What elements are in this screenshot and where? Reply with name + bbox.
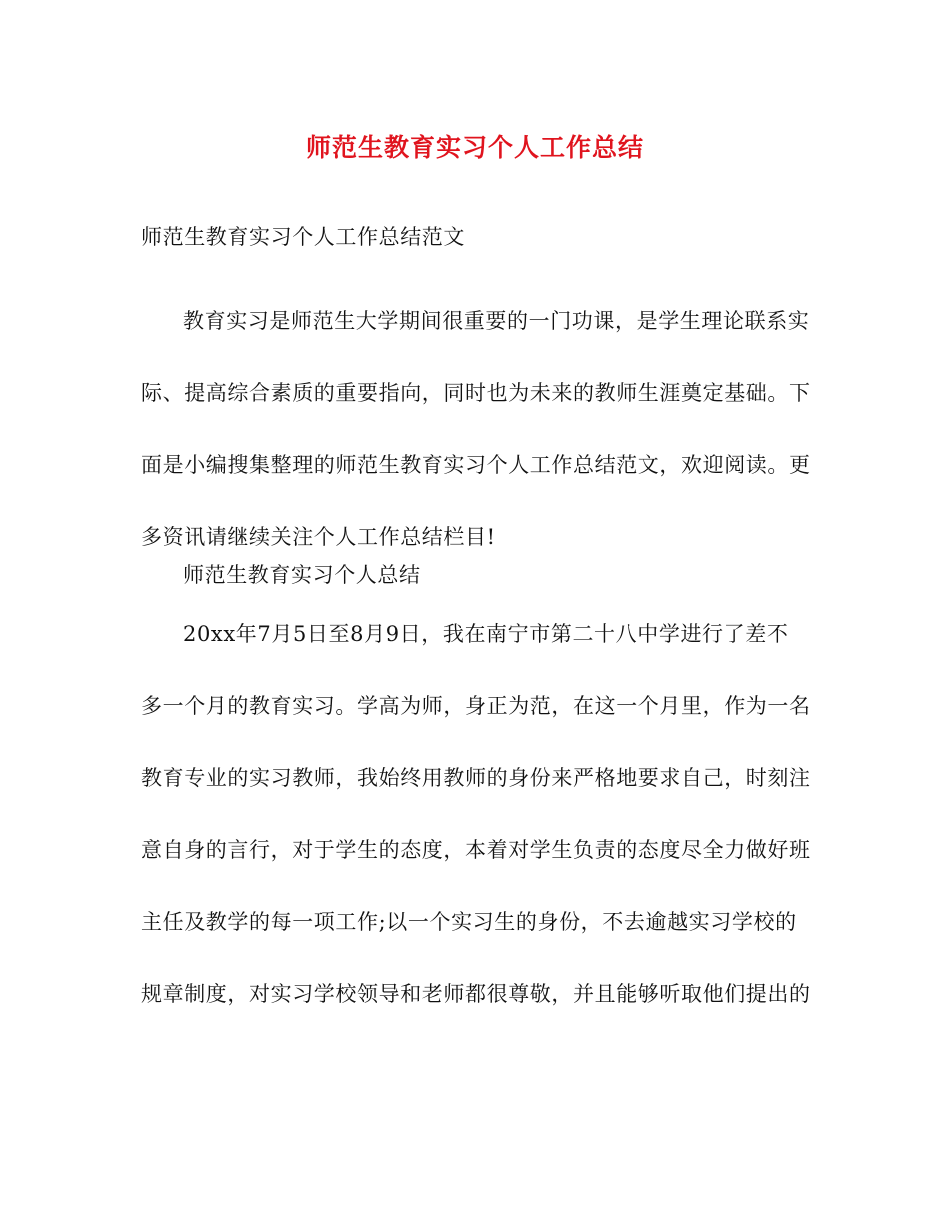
document-subtitle: 师范生教育实习个人工作总结范文	[141, 225, 465, 249]
paragraph-line	[141, 447, 811, 519]
document-title: 师范生教育实习个人工作总结	[305, 133, 644, 162]
paragraph-line	[141, 688, 811, 760]
paragraph-line-text: 教育实习是师范生大学期间很重要的一门功课，是学生理论联系实	[183, 309, 810, 333]
paragraph-line-text: 主任及教学的每一项工作;以一个实习生的身份，不去逾越实习学校的	[141, 910, 797, 934]
paragraph-line-text: 面是小编搜集整理的师范生教育实习个人工作总结范文，欢迎阅读。更	[141, 453, 811, 477]
paragraph-line	[141, 303, 811, 375]
paragraph-line-text: 教育专业的实习教师，我始终用教师的身份来严格地要求自己，时刻注	[141, 766, 811, 790]
paragraph-line-text: 20xx年7月5日至8月9日，我在南宁市第二十八中学进行了差不	[183, 622, 789, 646]
paragraph-line	[141, 760, 811, 832]
paragraph-line	[141, 375, 811, 447]
paragraph-line	[141, 832, 811, 904]
paragraph-line-text: 际、提高综合素质的重要指向，同时也为未来的教师生涯奠定基础。下	[141, 381, 811, 405]
paragraph-line	[141, 904, 811, 976]
paragraph-line	[141, 976, 811, 1048]
paragraph-summary	[141, 616, 811, 1048]
paragraph-line-text: 意自身的言行，对于学生的态度，本着对学生负责的态度尽全力做好班	[141, 838, 811, 862]
paragraph-line-text: 多资讯请继续关注个人工作总结栏目!	[141, 525, 496, 549]
paragraph-line-text: 多一个月的教育实习。学高为师，身正为范，在这一个月里，作为一名	[141, 694, 811, 718]
paragraph-line-text: 规章制度，对实习学校领导和老师都很尊敬，并且能够听取他们提出的	[141, 982, 811, 1006]
section-heading: 师范生教育实习个人总结	[183, 563, 421, 587]
paragraph-intro	[141, 303, 811, 591]
paragraph-line	[141, 616, 811, 688]
